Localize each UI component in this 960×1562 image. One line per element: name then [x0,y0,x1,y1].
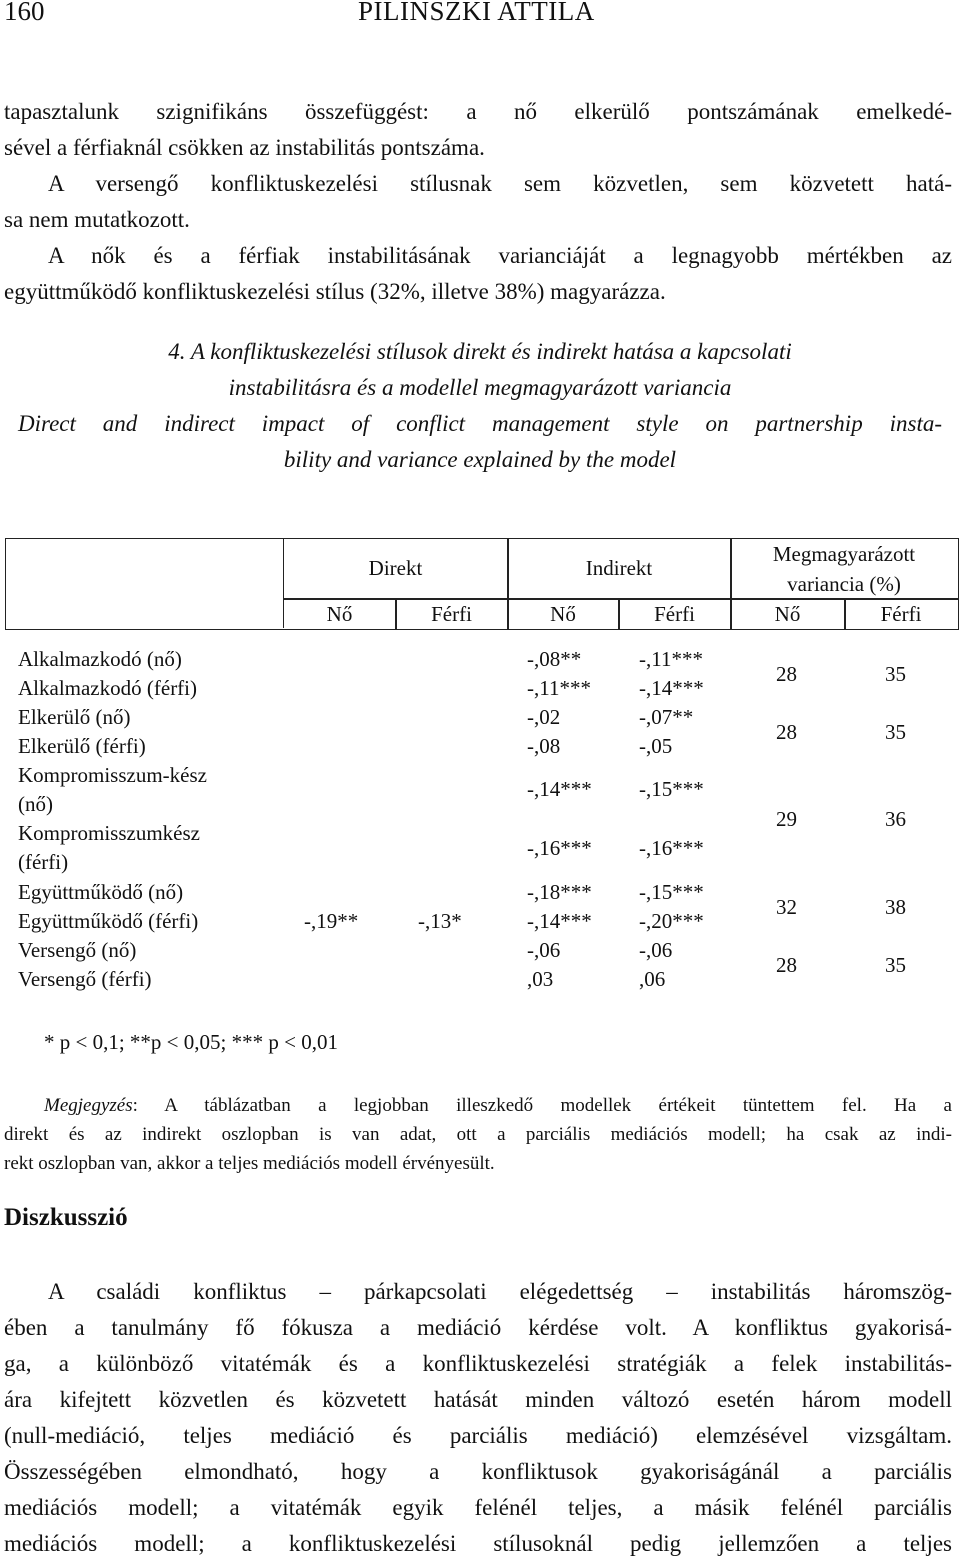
subheader-no: Nő [774,602,801,626]
intro-line: A nők és a férfiak instabilitásának varianciáját a legnagyobb mértékben az [48,243,952,268]
cell-direct-ferfi: -,13* [418,909,462,933]
note-label: Megjegyzés [44,1095,133,1116]
row-label: Elkerülő (férfi) [18,734,146,758]
cell-indirect-no: -,14*** [527,909,592,933]
cell-indirect-ferfi: -,06 [639,938,673,962]
note-text: : A táblázatban a legjobban illeszkedő modellek értékeit tüntettem fel. Ha a [132,1095,952,1116]
caption-line-hu-1: 4. A konfliktuskezelési stílusok direkt és indirekt hatása a kapcsolati [168,339,792,364]
running-head: PILINSZKI ATTILA [358,0,595,26]
header-variance-unit: variancia (%) [787,572,901,596]
header-direkt: Direkt [368,556,423,580]
cell-variance-ferfi: 35 [885,662,906,686]
discussion-line: Összességében elmondható, hogy a konfliktusok gyakoriságánál a parciális [4,1459,952,1484]
row-label: Együttműködő (férfi) [18,909,199,933]
discussion-line: ára kifejtett közvetlen és közvetett hatását minden változó esetén három modell [4,1387,952,1412]
note-line: rekt oszlopban van, akkor a teljes mediációs modell érvényesült. [4,1153,495,1174]
cell-indirect-ferfi: -,15*** [639,777,704,801]
cell-variance-no: 28 [776,662,797,686]
cell-indirect-no: -,11*** [527,676,591,700]
row-label: Együttműködő (nő) [18,880,184,904]
row-label: Versengő (nő) [18,938,137,962]
subheader-ferfi: Férfi [654,602,695,626]
caption-line-hu-2: instabilitásra és a modellel megmagyarázott variancia [228,375,732,400]
table-corner-cell [6,539,284,628]
subheader-ferfi: Férfi [431,602,472,626]
cell-variance-no: 28 [776,953,797,977]
subheader-no: Nő [550,602,576,626]
row-label: Elkerülő (nő) [18,705,131,729]
cell-variance-ferfi: 35 [885,953,906,977]
header-divider [284,598,958,600]
cell-indirect-no: -,06 [527,938,561,962]
cell-direct-no: -,19** [304,909,359,933]
row-label: (férfi) [18,850,69,874]
intro-paragraph [4,94,952,310]
intro-line: sével a férfiaknál csökken az instabilitás pontszáma. [4,135,485,160]
row-label: Kompromisszum-kész [18,763,207,787]
cell-variance-no: 32 [776,895,797,919]
intro-line: tapasztalunk szignifikáns összefüggést: a nő elkerülő pontszámának emelkedé- [4,99,952,124]
discussion-line: mediációs modell; a vitatémák egyik felénél teljes, a másik felénél parciális [4,1495,952,1520]
intro-line: A versengő konfliktuskezelési stílusnak sem közvetlen, sem közvetett hatá- [48,171,952,196]
cell-indirect-ferfi: -,05 [639,734,673,758]
cell-indirect-ferfi: -,20*** [639,909,704,933]
cell-indirect-ferfi: ,06 [639,967,666,991]
discussion-line: ga, a különböző vitatémák és a konfliktuskezelési stratégiák a felek instabilitás- [4,1351,952,1376]
header-variance: Megmagyarázott [772,542,916,566]
cell-variance-ferfi: 38 [885,895,906,919]
table-note [4,1091,952,1178]
row-label: Alkalmazkodó (férfi) [18,676,198,700]
discussion-line: A családi konfliktus – párkapcsolati elégedettség – instabilitás háromszög- [48,1279,952,1304]
discussion-line: mediációs modell; a konfliktuskezelési stílusoknál pedig jellemzően a teljes [4,1531,952,1556]
cell-indirect-no: -,08 [527,734,561,758]
intro-line: együttműködő konfliktuskezelési stílus (32%, illetve 38%) magyarázza. [4,279,666,304]
caption-line-en-2: bility and variance explained by the model [283,447,677,472]
significance-legend: * p < 0,1; **p < 0,05; *** p < 0,01 [44,1030,338,1054]
subheader-no: Nő [326,602,353,626]
note-line: direkt és az indirekt oszlopban is van adat, ott a parciális mediációs modell; ha csak az indi- [4,1124,952,1145]
cell-indirect-no: -,16*** [527,836,592,860]
page-number: 160 [4,0,45,26]
row-label: Alkalmazkodó (nő) [18,647,182,671]
cell-indirect-ferfi: -,07** [639,705,694,729]
note-line [4,1091,952,1120]
row-label: (nő) [18,792,53,816]
cell-indirect-no: -,08** [527,647,582,671]
table-caption [0,334,960,478]
cell-indirect-no: -,18*** [527,880,592,904]
cell-variance-no: 29 [776,807,797,831]
subheader-ferfi: Férfi [880,602,922,626]
row-label: Kompromisszumkész [18,821,200,845]
cell-indirect-ferfi: -,11*** [639,647,703,671]
intro-line: sa nem mutatkozott. [4,207,190,232]
cell-variance-ferfi: 36 [885,807,906,831]
caption-line-en-1: Direct and indirect impact of conflict management style on partnership insta- [18,411,942,436]
cell-indirect-ferfi: -,15*** [639,880,704,904]
cell-indirect-no: -,14*** [527,777,592,801]
cell-indirect-ferfi: -,16*** [639,836,704,860]
header-indirekt: Indirekt [585,556,653,580]
row-label: Versengő (férfi) [18,967,152,991]
discussion-line: (null-mediáció, teljes mediáció és parciális mediáció) elemzésével vizsgáltam. [4,1423,952,1448]
cell-indirect-no: ,03 [527,967,554,991]
section-heading: Diszkusszió [4,1204,128,1231]
discussion-line: ében a tanulmány fő fókusza a mediáció kérdése volt. A konfliktus gyakorisá- [4,1315,952,1340]
cell-variance-no: 28 [776,720,797,744]
cell-variance-ferfi: 35 [885,720,906,744]
cell-indirect-no: -,02 [527,705,561,729]
discussion-paragraph [4,1274,952,1562]
cell-indirect-ferfi: -,14*** [639,676,704,700]
